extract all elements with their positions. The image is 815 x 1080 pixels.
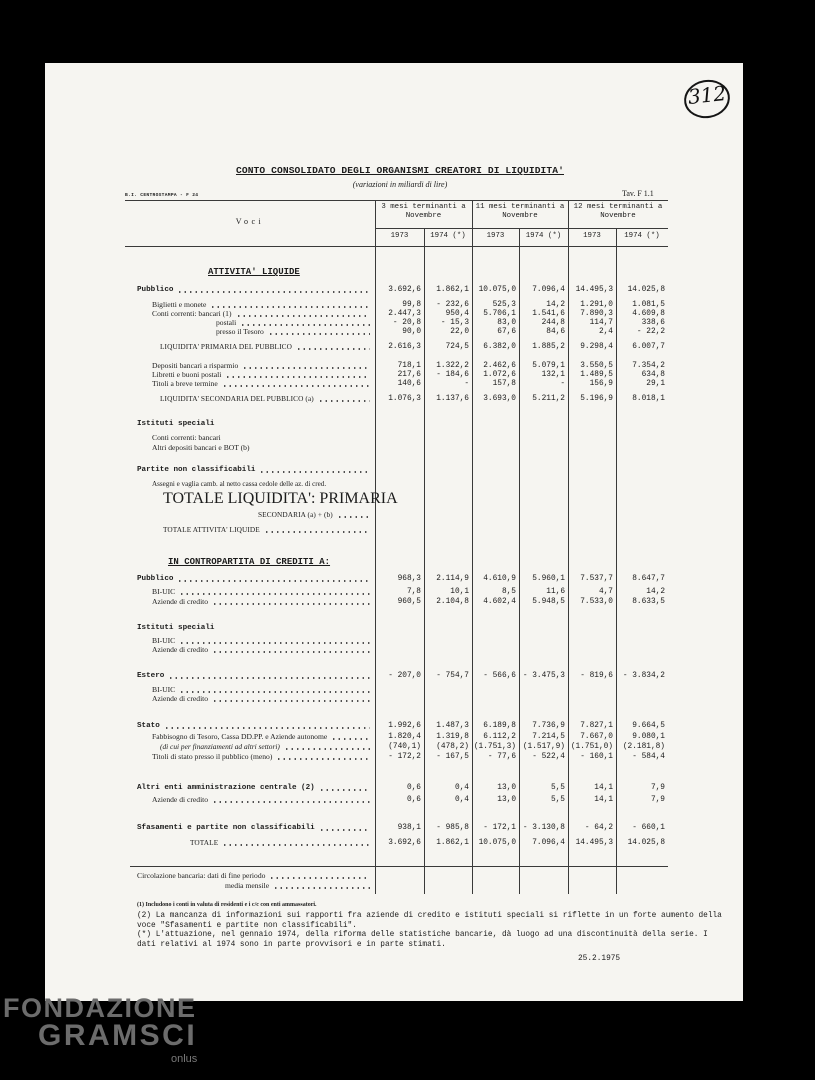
row-istituti-speciali <box>137 623 372 633</box>
row-label-text: Aziende di credito <box>152 694 209 703</box>
value-cell: 1.489,5 <box>580 371 613 379</box>
row-label-text: Stato <box>137 722 160 730</box>
value-cell: 11,6 <box>546 588 565 596</box>
row-altri-depositi-bancari-e-bot-b <box>152 443 372 453</box>
row-aziende-di-credito <box>152 795 372 805</box>
value-cell: - 819,6 <box>580 672 613 680</box>
row-totale-attivita-liquide <box>163 525 372 535</box>
row-label-text: BI-UIC <box>152 587 176 596</box>
value-cell: 7.827,1 <box>580 722 613 730</box>
year-header: 1974 (*) <box>430 232 466 240</box>
row-label-text: Libretti e buoni postali <box>152 370 222 379</box>
row-di-cui-per-finanziamenti-ad-altri-settori <box>160 742 372 752</box>
dot-leader <box>296 348 370 350</box>
value-cell: - 3.834,2 <box>622 672 665 680</box>
row-label-text: Biglietti e monete <box>152 300 207 309</box>
value-cell: 90,0 <box>402 328 421 336</box>
value-cell: 5,5 <box>550 784 565 792</box>
row-label-text: Istituti speciali <box>137 420 215 428</box>
year-header: 1974 (*) <box>624 232 660 240</box>
row-sfasamenti-e-partite-non-classificabili <box>137 823 372 833</box>
value-cell: - <box>464 380 469 388</box>
dot-leader <box>276 758 370 760</box>
value-cell: 5,5 <box>550 796 565 804</box>
footnote-asterisk: (*) L'attuazione, nel gennaio 1974, della riforma delle statistiche bancarie, dà luogo ad una discontinuità della serie. I dati relativi al 1974 sono in parte provvisori e in parte stimati. <box>137 931 708 949</box>
value-cell: (740,1) <box>388 743 421 751</box>
row-label-text: Conti correnti: bancari (1) <box>152 309 232 318</box>
value-cell: 140,6 <box>397 380 421 388</box>
value-cell: - 77,6 <box>487 753 516 761</box>
value-cell: - 754,7 <box>436 672 469 680</box>
row-secondaria-a-b <box>258 510 372 520</box>
row-bi-uic <box>152 587 372 597</box>
dot-leader <box>337 516 370 518</box>
dot-leader <box>319 829 370 831</box>
row-label-text: LIQUIDITA' SECONDARIA DEL PUBBLICO (a) <box>160 394 314 403</box>
value-cell: - 232,6 <box>436 301 469 309</box>
dot-leader <box>212 700 370 702</box>
row-aziende-di-credito <box>152 694 372 704</box>
dot-leader <box>179 691 370 693</box>
value-cell: 1.076,3 <box>388 395 421 403</box>
year-header: 1974 (*) <box>525 232 562 240</box>
value-cell: 2.462,6 <box>483 362 516 370</box>
row-aziende-di-credito <box>152 597 372 607</box>
row-label-text: Sfasamenti e partite non classificabili <box>137 824 315 832</box>
value-cell: 8,5 <box>501 588 516 596</box>
row-titoli-di-stato-presso-il-pubblico-meno <box>152 752 372 762</box>
value-cell: 6.007,7 <box>632 343 665 351</box>
value-cell: (2.181,8) <box>622 743 665 751</box>
value-cell: 9.298,4 <box>580 343 613 351</box>
row-assegni-e-vaglia-camb-al-netto-cassa-cedole-delle-az-di-cred <box>152 479 372 489</box>
value-cell: 99,8 <box>402 301 421 309</box>
value-cell: - 167,5 <box>436 753 469 761</box>
row-estero <box>137 671 372 681</box>
row-titoli-a-breve-termine <box>152 379 372 389</box>
value-cell: 6.382,0 <box>483 343 516 351</box>
value-cell: - 22,2 <box>636 328 665 336</box>
value-cell: - <box>560 380 565 388</box>
row-label-text: Altri depositi bancari e BOT (b) <box>152 443 250 452</box>
row-label-text: TOTALE ATTIVITA' LIQUIDE <box>163 525 260 534</box>
value-cell: - 20,8 <box>392 319 421 327</box>
value-cell: 7.214,5 <box>532 733 565 741</box>
print-code: B.I. CENTROSTAMPA - F 24 <box>125 193 199 198</box>
value-cell: 2.104,8 <box>436 598 469 606</box>
value-cell: 14.495,3 <box>575 286 613 294</box>
dot-leader <box>179 642 370 644</box>
row-label-text: Depositi bancari a risparmio <box>152 361 239 370</box>
row-label-text: Aziende di credito <box>152 597 209 606</box>
document-subtitle: (variazioni in miliardi di lire) <box>352 180 448 189</box>
value-cell: - 584,4 <box>632 753 665 761</box>
value-cell: 10.075,0 <box>478 839 516 847</box>
value-cell: 217,6 <box>397 371 421 379</box>
value-cell: 4.609,8 <box>632 310 665 318</box>
value-cell: 4.610,9 <box>483 575 516 583</box>
row-label-text: TOTALE <box>190 838 219 847</box>
dot-leader <box>210 306 370 308</box>
row-presso-il-tesoro <box>216 327 372 337</box>
dot-leader <box>284 748 370 750</box>
value-cell: 525,3 <box>492 301 516 309</box>
row-aziende-di-credito <box>152 645 372 655</box>
value-cell: 1.992,6 <box>388 722 421 730</box>
dot-leader <box>242 367 370 369</box>
header-top-rule <box>125 200 668 201</box>
value-cell: 5.706,1 <box>483 310 516 318</box>
dot-leader <box>331 738 370 740</box>
row-totale-liquidita-primaria <box>163 490 398 507</box>
value-cell: 724,5 <box>445 343 469 351</box>
value-cell: 67,6 <box>497 328 516 336</box>
row-label-text: Aziende di credito <box>152 645 209 654</box>
value-cell: 6.189,8 <box>483 722 516 730</box>
value-cell: 960,5 <box>397 598 421 606</box>
row-label-text: Estero <box>137 672 165 680</box>
value-cell: 3.693,0 <box>483 395 516 403</box>
row-label-text: Partite non classificabili <box>137 466 256 474</box>
value-cell: 14,2 <box>646 588 665 596</box>
value-cell: 6.112,2 <box>483 733 516 741</box>
value-cell: - 172,2 <box>388 753 421 761</box>
row-label-text: Aziende di credito <box>152 795 209 804</box>
value-cell: 2,4 <box>598 328 613 336</box>
dot-leader <box>222 385 370 387</box>
row-pubblico <box>137 285 372 295</box>
dot-leader <box>318 400 370 402</box>
row-label-text: Istituti speciali <box>137 624 215 632</box>
value-cell: 84,6 <box>546 328 565 336</box>
dot-leader <box>177 580 370 582</box>
value-cell: 244,8 <box>541 319 565 327</box>
period-header-12-mesi: 12 mesi terminanti a Novembre <box>573 203 663 220</box>
row-liquidita-secondaria-del-pubblico-a <box>160 394 372 404</box>
voci-header: Voci <box>235 217 265 226</box>
dot-leader <box>225 376 370 378</box>
value-cell: 2.447,3 <box>388 310 421 318</box>
row-label-text: Circolazione bancaria: dati di fine periodo <box>137 871 266 880</box>
dot-leader <box>319 789 370 791</box>
value-cell: 83,0 <box>497 319 516 327</box>
row-media-mensile <box>225 881 372 891</box>
period-header-3-mesi: 3 mesi terminanti a Novembre <box>381 203 466 220</box>
value-cell: - 64,2 <box>584 824 613 832</box>
value-cell: 338,6 <box>641 319 665 327</box>
value-cell: 7.096,4 <box>532 839 565 847</box>
value-cell: 9.664,5 <box>632 722 665 730</box>
dot-leader <box>240 324 370 326</box>
value-cell: 1.862,1 <box>436 839 469 847</box>
value-cell: 1.487,3 <box>436 722 469 730</box>
year-header: 1973 <box>486 232 505 240</box>
dot-leader <box>212 603 370 605</box>
dot-leader <box>273 887 370 889</box>
value-cell: 938,1 <box>397 824 421 832</box>
period-header-11-mesi: 11 mesi terminanti a Novembre <box>475 203 565 220</box>
dot-leader <box>268 333 370 335</box>
dot-leader <box>212 801 370 803</box>
year-header: 1973 <box>583 232 601 240</box>
table-reference: Tav. F 1.1 <box>622 189 654 198</box>
value-cell: 14,1 <box>594 796 613 804</box>
value-cell: 7.667,0 <box>580 733 613 741</box>
dot-leader <box>264 531 370 533</box>
value-cell: 7.890,3 <box>580 310 613 318</box>
value-cell: 5.948,5 <box>532 598 565 606</box>
row-label-text: Fabbisogno di Tesoro, Cassa DD.PP. e Aziende autonome <box>152 732 328 741</box>
value-cell: 7.736,9 <box>532 722 565 730</box>
row-label-text: Titoli a breve termine <box>152 379 218 388</box>
row-pubblico <box>137 574 372 584</box>
value-cell: 5.079,1 <box>532 362 565 370</box>
value-cell: 3.692,6 <box>388 286 421 294</box>
row-totale <box>190 838 372 848</box>
row-stato <box>137 721 372 731</box>
dot-leader <box>168 677 370 679</box>
watermark-onlus: onlus <box>171 1053 198 1065</box>
value-cell: 13,0 <box>497 784 516 792</box>
value-cell: 0,6 <box>406 796 421 804</box>
row-label-text: postali <box>216 318 237 327</box>
value-cell: 14.495,3 <box>575 839 613 847</box>
row-fabbisogno-di-tesoro-cassa-dd-pp-e-aziende-autonome <box>152 732 372 742</box>
dot-leader <box>179 593 370 595</box>
value-cell: 1.885,2 <box>532 343 565 351</box>
value-cell: 2.114,9 <box>436 575 469 583</box>
value-cell: 1.541,6 <box>532 310 565 318</box>
value-cell: 7.533,0 <box>580 598 613 606</box>
value-cell: 1.820,4 <box>388 733 421 741</box>
value-cell: 0,6 <box>406 784 421 792</box>
value-cell: - 985,8 <box>436 824 469 832</box>
value-cell: 14,1 <box>594 784 613 792</box>
value-cell: 5.196,9 <box>580 395 613 403</box>
value-cell: 14.025,8 <box>627 839 665 847</box>
value-cell: (478,2) <box>436 743 469 751</box>
value-cell: 7,9 <box>650 784 665 792</box>
value-cell: 14,2 <box>546 301 565 309</box>
row-label-text: Titoli di stato presso il pubblico (meno) <box>152 752 273 761</box>
value-cell: 1.862,1 <box>436 286 469 294</box>
value-cell: 968,3 <box>397 575 421 583</box>
row-in-contropartita-di-crediti-a <box>168 557 372 567</box>
row-label-text: presso il Tesoro <box>216 327 264 336</box>
period-rule <box>375 228 668 229</box>
value-cell: 13,0 <box>497 796 516 804</box>
footnote-2: (2) La mancanza di informazioni sui rapporti fra aziende di credito e istituti speciali si riflette in un forte aumento della voce "Sfasamenti e partite non classificabili". <box>137 912 722 930</box>
row-label-text: (di cui per finanziamenti ad altri settori) <box>160 742 280 751</box>
row-label-text: LIQUIDITA' PRIMARIA DEL PUBBLICO <box>160 342 292 351</box>
row-label-text: SECONDARIA (a) + (b) <box>258 510 333 519</box>
value-cell: - 522,4 <box>532 753 565 761</box>
handwritten-page-number: 312 <box>686 81 728 109</box>
value-cell: (1.751,3) <box>473 743 516 751</box>
value-cell: 4,7 <box>598 588 613 596</box>
value-cell: - 3.130,8 <box>522 824 565 832</box>
document-date: 25.2.1975 <box>578 955 621 963</box>
value-cell: 1.291,0 <box>580 301 613 309</box>
row-label-text: Pubblico <box>137 286 174 294</box>
row-label-text: media mensile <box>225 881 270 890</box>
value-cell: - 207,0 <box>388 672 421 680</box>
watermark-fondazione: FONDAZIONE <box>3 993 197 1023</box>
row-label-text: BI-UIC <box>152 636 176 645</box>
dot-leader <box>164 727 370 729</box>
row-label-text: ATTIVITA' LIQUIDE <box>208 267 300 277</box>
row-label-text: IN CONTROPARTITA DI CREDITI A: <box>168 557 331 567</box>
footnote-1: (1) Includono i conti in valuta di residenti e i c/c con enti ammassatori. <box>137 902 317 908</box>
value-cell: - 3.475,3 <box>522 672 565 680</box>
value-cell: 3.692,6 <box>388 839 421 847</box>
value-cell: 8.647,7 <box>632 575 665 583</box>
row-istituti-speciali <box>137 419 372 429</box>
value-cell: 1.072,6 <box>483 371 516 379</box>
value-cell: 7.354,2 <box>632 362 665 370</box>
dot-leader <box>269 877 370 879</box>
value-cell: 1.319,8 <box>436 733 469 741</box>
value-cell: - 172,1 <box>483 824 516 832</box>
dot-leader <box>212 651 370 653</box>
value-cell: 4.602,4 <box>483 598 516 606</box>
value-cell: 8.633,5 <box>632 598 665 606</box>
value-cell: 1.137,6 <box>436 395 469 403</box>
value-cell: 7,9 <box>650 796 665 804</box>
row-label-text: TOTALE LIQUIDITA': PRIMARIA <box>163 490 398 507</box>
value-cell: 10.075,0 <box>478 286 516 294</box>
year-header: 1973 <box>390 232 409 240</box>
value-cell: 10,1 <box>450 588 469 596</box>
value-cell: 7.537,7 <box>580 575 613 583</box>
value-cell: - 660,1 <box>632 824 665 832</box>
value-cell: (1.751,0) <box>570 743 613 751</box>
dot-leader <box>177 291 370 293</box>
row-circolazione-bancaria-dati-di-fine-periodo <box>137 871 372 881</box>
value-cell: 14.025,8 <box>627 286 665 294</box>
value-cell: 2.616,3 <box>388 343 421 351</box>
value-cell: 9.080,1 <box>632 733 665 741</box>
row-conti-correnti-bancari <box>152 433 372 443</box>
circolazione-rule <box>130 866 668 867</box>
value-cell: 7,8 <box>406 588 421 596</box>
value-cell: 3.550,5 <box>580 362 613 370</box>
value-cell: 29,1 <box>646 380 665 388</box>
row-label-text: BI-UIC <box>152 685 176 694</box>
value-cell: (1.517,9) <box>522 743 565 751</box>
value-cell: 114,7 <box>589 319 613 327</box>
value-cell: 7.096,4 <box>532 286 565 294</box>
document-title: CONTO CONSOLIDATO DEGLI ORGANISMI CREATORI DI LIQUIDITA' <box>235 165 564 176</box>
value-cell: 5.960,1 <box>532 575 565 583</box>
value-cell: 634,8 <box>641 371 665 379</box>
value-cell: 0,4 <box>454 784 469 792</box>
row-label-text: Pubblico <box>137 575 174 583</box>
value-cell: 0,4 <box>454 796 469 804</box>
value-cell: - 184,6 <box>436 371 469 379</box>
value-cell: 1.081,5 <box>632 301 665 309</box>
row-label-text: Assegni e vaglia camb. al netto cassa cedole delle az. di cred. <box>152 480 327 488</box>
value-cell: 157,8 <box>492 380 516 388</box>
row-altri-enti-amministrazione-centrale-2 <box>137 783 372 793</box>
row-liquidita-primaria-del-pubblico <box>160 342 372 352</box>
value-cell: - 160,1 <box>580 753 613 761</box>
value-cell: 8.018,1 <box>632 395 665 403</box>
watermark-gramsci: GRAMSCI <box>38 1019 198 1052</box>
dot-leader <box>236 315 371 317</box>
row-partite-non-classificabili <box>137 465 372 475</box>
value-cell: - 15,3 <box>440 319 469 327</box>
header-bottom-rule <box>125 246 668 247</box>
row-attivita-liquide <box>208 267 372 277</box>
value-cell: - 566,6 <box>483 672 516 680</box>
row-label-text: Altri enti amministrazione centrale (2) <box>137 784 315 792</box>
value-cell: 22,0 <box>450 328 469 336</box>
dot-leader <box>259 471 370 473</box>
value-cell: 5.211,2 <box>532 395 565 403</box>
value-cell: 156,9 <box>589 380 613 388</box>
dot-leader <box>222 844 370 846</box>
value-cell: 950,4 <box>445 310 469 318</box>
value-cell: 1.322,2 <box>436 362 469 370</box>
value-cell: 132,1 <box>541 371 565 379</box>
value-cell: 718,1 <box>397 362 421 370</box>
row-label-text: Conti correnti: bancari <box>152 433 221 442</box>
